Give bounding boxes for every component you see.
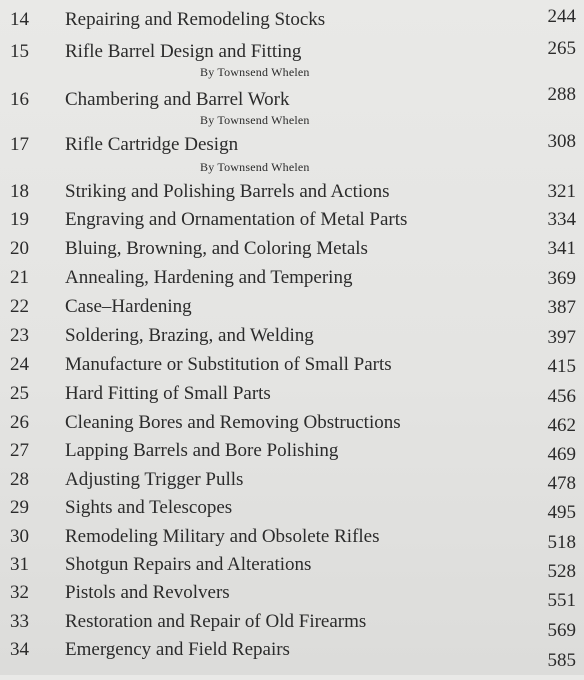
chapter-number: 27 — [10, 440, 29, 461]
page-number: 456 — [547, 386, 576, 407]
chapter-number: 31 — [10, 554, 29, 575]
chapter-title: Shotgun Repairs and Alterations — [65, 554, 312, 575]
chapter-number: 14 — [10, 9, 29, 30]
page-number: 321 — [547, 181, 576, 202]
page-number: 415 — [547, 356, 576, 377]
chapter-title: Remodeling Military and Obsolete Rifles — [65, 526, 380, 547]
toc-entry-15 — [0, 38, 584, 82]
chapter-number: 34 — [10, 639, 29, 660]
chapter-number: 28 — [10, 469, 29, 490]
page-number: 288 — [547, 84, 576, 105]
toc-entry-17 — [0, 131, 584, 175]
chapter-author: By Townsend Whelen — [200, 160, 310, 174]
chapter-title: Pistols and Revolvers — [65, 582, 230, 603]
chapter-title: Lapping Barrels and Bore Polishing — [65, 440, 339, 461]
chapter-number: 33 — [10, 611, 29, 632]
page-number: 495 — [547, 502, 576, 523]
chapter-number: 19 — [10, 209, 29, 230]
chapter-title: Restoration and Repair of Old Firearms — [65, 611, 367, 632]
chapter-title: Rifle Barrel Design and Fitting — [65, 41, 302, 62]
chapter-title: Hard Fitting of Small Parts — [65, 383, 271, 404]
chapter-title: Case–Hardening — [65, 296, 192, 317]
page-number: 528 — [547, 561, 576, 582]
page-number: 308 — [547, 131, 576, 152]
chapter-author: By Townsend Whelen — [200, 65, 310, 79]
toc-entry-16 — [0, 84, 584, 130]
chapter-title: Bluing, Browning, and Coloring Metals — [65, 238, 368, 259]
page-number: 478 — [547, 473, 576, 494]
chapter-number: 32 — [10, 582, 29, 603]
page-number: 369 — [547, 268, 576, 289]
chapter-number: 18 — [10, 181, 29, 202]
toc-entry-34 — [0, 640, 584, 680]
chapter-title: Soldering, Brazing, and Welding — [65, 325, 314, 346]
page-number: 387 — [547, 297, 576, 318]
chapter-number: 23 — [10, 325, 29, 346]
chapter-title: Adjusting Trigger Pulls — [65, 469, 244, 490]
page-number: 462 — [547, 415, 576, 436]
chapter-title: Cleaning Bores and Removing Obstructions — [65, 412, 401, 433]
chapter-number: 22 — [10, 296, 29, 317]
chapter-title: Rifle Cartridge Design — [65, 134, 239, 155]
page-number: 265 — [547, 38, 576, 59]
chapter-number: 21 — [10, 267, 29, 288]
chapter-title: Striking and Polishing Barrels and Actions — [65, 181, 390, 202]
chapter-number: 15 — [10, 41, 29, 62]
chapter-title: Emergency and Field Repairs — [65, 639, 290, 660]
chapter-number: 30 — [10, 526, 29, 547]
page-number: 585 — [547, 650, 576, 671]
chapter-title: Sights and Telescopes — [65, 497, 233, 518]
chapter-number: 16 — [10, 89, 29, 110]
page-number: 569 — [547, 620, 576, 641]
chapter-number: 17 — [10, 134, 29, 155]
chapter-number: 25 — [10, 383, 29, 404]
page-number: 469 — [547, 444, 576, 465]
page-number: 341 — [547, 238, 576, 259]
page-number: 551 — [547, 590, 576, 611]
chapter-title: Repairing and Remodeling Stocks — [65, 9, 326, 30]
page-number: 244 — [547, 6, 576, 27]
chapter-title: Manufacture or Substitution of Small Parts — [65, 354, 392, 375]
chapter-number: 24 — [10, 354, 29, 375]
chapter-number: 26 — [10, 412, 29, 433]
chapter-number: 29 — [10, 497, 29, 518]
chapter-title: Annealing, Hardening and Tempering — [65, 267, 353, 288]
chapter-number: 20 — [10, 238, 29, 259]
chapter-title: Engraving and Ornamentation of Metal Parts — [65, 209, 408, 230]
chapter-title: Chambering and Barrel Work — [65, 89, 290, 110]
page-number: 334 — [547, 209, 576, 230]
chapter-author: By Townsend Whelen — [200, 113, 310, 127]
page-number: 518 — [547, 532, 576, 553]
page-number: 397 — [547, 327, 576, 348]
